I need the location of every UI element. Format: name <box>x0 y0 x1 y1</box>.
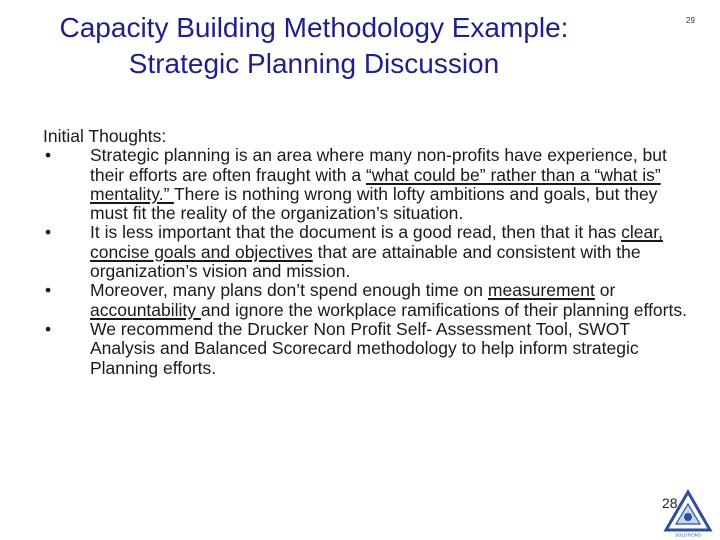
slide-title-line-1: Capacity Building Methodology Example: <box>59 12 569 43</box>
bullet-text-part: Strategic planning is an area where many non-profits have experience, but their efforts are often fraught with a <box>90 145 667 185</box>
logo-caption: SOLUTIONS <box>674 532 702 538</box>
bullet-text <box>90 281 693 320</box>
bullet-marker: • <box>45 222 52 243</box>
bullet-text-part: and ignore the workplace ramifications of their planning efforts. <box>200 299 687 320</box>
bullet-text <box>90 146 693 223</box>
bullet-underlined-phrase: measurement <box>487 280 595 301</box>
slide-body <box>43 127 693 378</box>
bullet-text-part: Moreover, many plans don’t spend enough time on <box>90 280 488 301</box>
bullet-item-3 <box>43 281 693 320</box>
bullet-underlined-phrase: “what could be” rather than a “what is” mentality.” <box>90 164 661 204</box>
bullet-text-part: or <box>594 280 616 301</box>
bullet-item-4 <box>43 320 693 378</box>
bullet-underlined-phrase: clear, concise goals and objectives <box>90 222 663 262</box>
bullet-text-part: It is less important that the document is a good read, then that it has <box>90 222 622 243</box>
bullet-text-part: There is nothing wrong with lofty ambitions and goals, but they must fit the reality of the organization’s situation. <box>90 183 658 224</box>
slide-title-line-2: Strategic Planning Discussion <box>128 48 500 79</box>
bullet-marker: • <box>45 145 52 166</box>
initial-thoughts-heading: Initial Thoughts: <box>43 126 167 146</box>
page-number-top: 29 <box>686 16 695 25</box>
slide-title <box>40 10 588 82</box>
slide-number: 28 <box>662 495 678 511</box>
bullet-marker: • <box>45 280 52 301</box>
bullet-marker: • <box>45 318 52 339</box>
bullet-item-2 <box>43 223 693 281</box>
bullet-text: We recommend the Drucker Non Profit Self- Assessment Tool, SWOT Analysis and Balanced Scorecard methodology to help inform strategic Planning efforts. <box>90 318 639 378</box>
bullet-text <box>90 223 693 281</box>
bullet-item-1 <box>43 146 693 223</box>
bullet-text-part: that are attainable and consistent with the organization’s vision and mission. <box>90 241 641 282</box>
bullet-underlined-phrase: accountability <box>90 299 201 320</box>
